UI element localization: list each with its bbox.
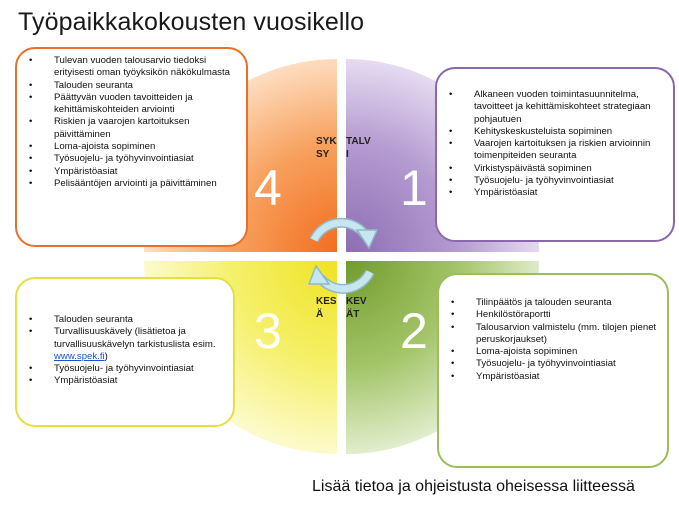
list-item: • Pelisääntöjen arviointi ja päivittäminen [54,178,246,190]
list-item: • Riskien ja vaarojen kartoituksen päivittäminen [54,116,246,141]
page-title: Työpaikkakokousten vuosikello [18,8,365,36]
footer-note: Lisää tietoa ja ohjeistusta oheisessa liitteessä [312,478,635,495]
cycle-arrows-icon [309,223,377,289]
quadrant-1-task-box [435,67,675,242]
list-item: • Työsuojelu- ja työhyvinvointiasiat [476,358,667,370]
list-item: • Työsuojelu- ja työhyvinvointiasiat [54,363,233,375]
spek-link[interactable]: www.spek.fi [54,350,105,362]
quadrant-4-task-box [15,47,248,247]
list-item: • Loma-ajoista sopiminen [54,141,246,153]
list-item: • Talousarvion valmistelu (mm. tilojen pienet peruskorjaukset) [476,322,667,347]
quadrant-3-number: 3 [254,303,282,359]
list-item-suffix: ) [104,350,108,362]
quadrant-4-number: 4 [254,160,282,216]
list-item: • Työsuojelu- ja työhyvinvointiasiat [54,153,246,165]
season-label-winter: TALVI [346,136,371,160]
season-label-autumn: SYKSY [316,136,337,160]
list-item: • Kehityskeskusteluista sopiminen [474,126,673,138]
list-item: • Tulevan vuoden talousarvio tiedoksi erityisesti oman työyksikön näkökulmasta [54,55,246,80]
list-item: • Henkilöstöraportti [476,309,667,321]
list-item: • Talouden seuranta [54,80,246,92]
quadrant-1-task-list [437,89,673,200]
quadrant-1-number: 1 [400,160,428,216]
list-item: • Alkaneen vuoden toimintasuunnitelma, tavoitteet ja kehittämiskohteet strategiaan pohjautuen [474,89,673,126]
list-item-text: Turvallisuuskävely (lisätietoa ja turvallisuuskävelyn tarkistuslista esim. [54,326,216,350]
list-item: • Vaarojen kartoituksen ja riskien arvioinnin toimenpiteiden seuranta [474,138,673,163]
list-item: • Ympäristöasiat [54,166,246,178]
quadrant-2-task-box [437,273,669,468]
list-item: • Ympäristöasiat [54,375,233,387]
list-item: • Loma-ajoista sopiminen [476,346,667,358]
list-item: • Virkistyspäivästä sopiminen [474,163,673,175]
list-item: • Päättyvän vuoden tavoitteiden ja kehittämiskohteiden arviointi [54,92,246,117]
list-item: • Talouden seuranta [54,314,233,326]
quadrant-2-task-list [439,297,667,383]
quadrant-4-task-list [17,55,246,190]
season-label-summer: KESÄ [316,296,337,320]
list-item: • Työsuojelu- ja työhyvinvointiasiat [474,175,673,187]
quadrant-2-number: 2 [400,303,428,359]
season-label-spring: KEVÄT [346,296,367,320]
list-item [54,326,233,363]
list-item: • Tilinpäätös ja talouden seuranta [476,297,667,309]
list-item: • Ympäristöasiat [474,187,673,199]
quadrant-3-task-list [17,314,233,388]
list-item: • Ympäristöasiat [476,371,667,383]
quadrant-3-task-box [15,277,235,427]
